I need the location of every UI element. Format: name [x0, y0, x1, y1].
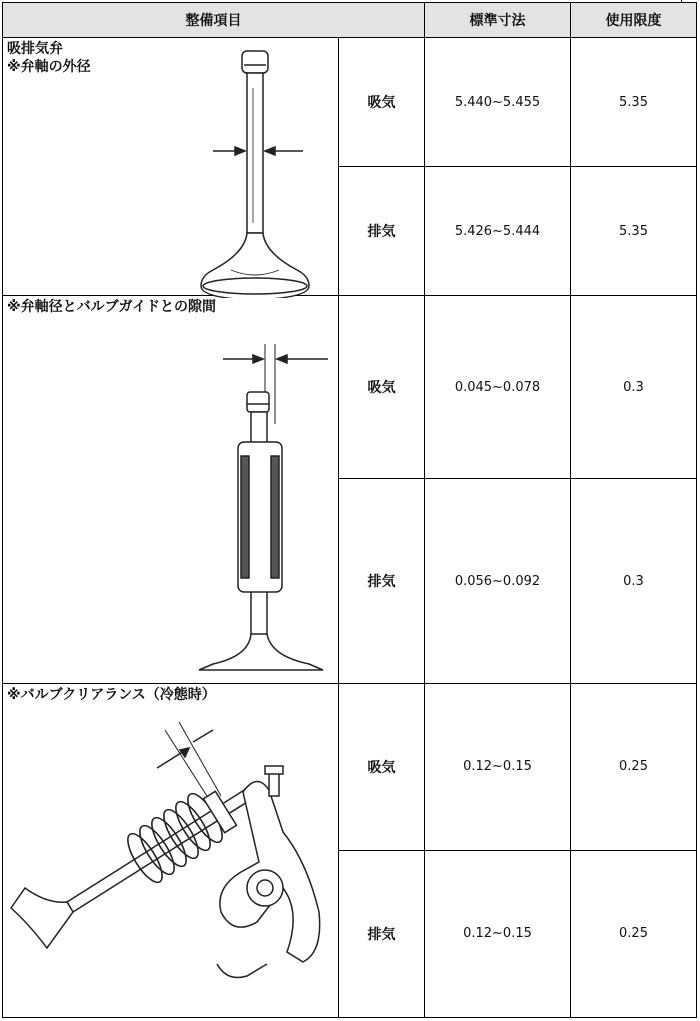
side-cell: 排気 — [339, 850, 425, 1017]
limit-value: 0.3 — [571, 479, 697, 683]
valve-guide-clearance-diagram — [183, 334, 333, 674]
header-standard: 標準寸法 — [425, 3, 571, 38]
header-limit: 使用限度 — [571, 3, 697, 38]
limit-value: 5.35 — [571, 167, 697, 296]
item-cell-guide-clearance — [3, 296, 339, 683]
limit-value: 0.25 — [571, 683, 697, 850]
standard-value: 5.440~5.455 — [425, 38, 571, 167]
maintenance-spec-table — [2, 2, 697, 1018]
side-cell: 排気 — [339, 167, 425, 296]
table-row — [3, 296, 697, 479]
item-cell-valve-clearance — [3, 683, 339, 1017]
limit-value: 5.35 — [571, 38, 697, 167]
table-row — [3, 683, 697, 850]
limit-value: 0.3 — [571, 296, 697, 479]
item-label-line: ※バルブクリアランス（冷態時） — [7, 686, 216, 703]
standard-value: 5.426~5.444 — [425, 167, 571, 296]
valve-stem-diameter-diagram — [153, 48, 323, 298]
side-cell: 排気 — [339, 479, 425, 683]
item-label-line: ※弁軸径とバルブガイドとの隙間 — [7, 299, 217, 316]
side-cell: 吸気 — [339, 296, 425, 479]
side-cell: 吸気 — [339, 38, 425, 167]
header-item: 整備項目 — [3, 3, 425, 38]
limit-value: 0.25 — [571, 850, 697, 1017]
table-row — [3, 38, 697, 167]
item-label-line: ※弁軸の外径 — [7, 59, 91, 76]
standard-value: 0.12~0.15 — [425, 850, 571, 1017]
valve-clearance-rocker-diagram — [7, 712, 337, 1012]
standard-value: 0.12~0.15 — [425, 683, 571, 850]
item-label — [7, 40, 91, 76]
item-label-line: 吸排気弁 — [7, 41, 63, 58]
item-cell-stem-diameter — [3, 38, 339, 296]
standard-value: 0.045~0.078 — [425, 296, 571, 479]
item-label — [7, 686, 216, 704]
table-header-row — [3, 3, 697, 38]
standard-value: 0.056~0.092 — [425, 479, 571, 683]
item-label — [7, 298, 216, 316]
side-cell: 吸気 — [339, 683, 425, 850]
